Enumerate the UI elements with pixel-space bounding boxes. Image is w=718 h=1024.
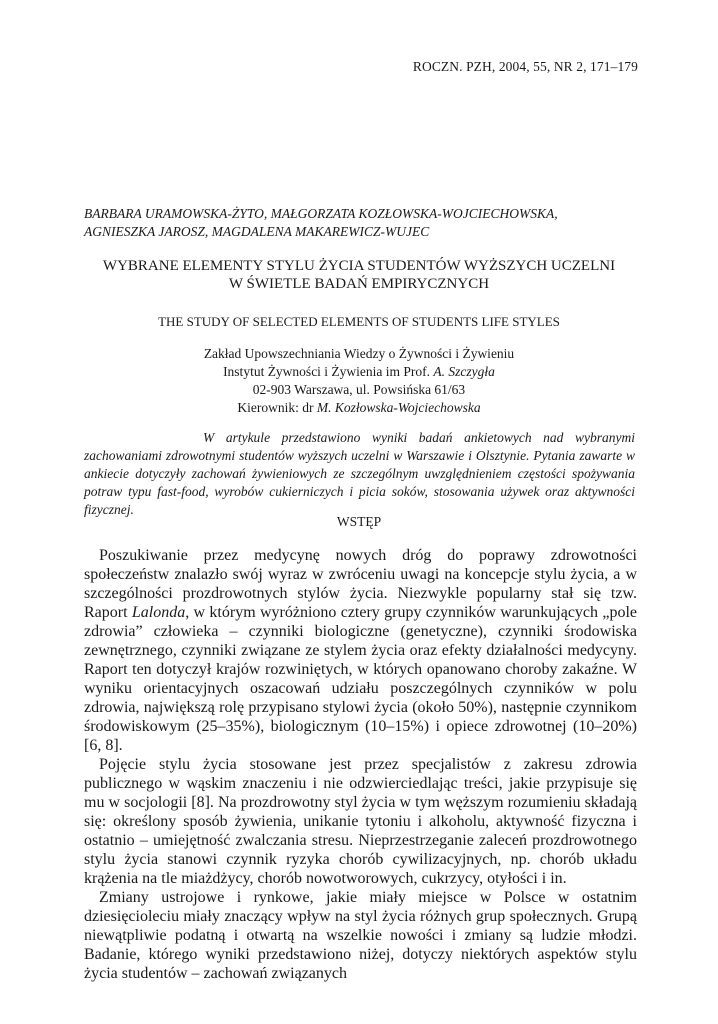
body-paragraph-2: Pojęcie stylu życia stosowane jest przez specjalistów z zakresu zdrowia publicznego w wąskim znaczeniu i nie odzwierciedlając treści, jakie przypisuje się mu w socjologii [8]. Na prozdrowotny styl życia w tym węższym rozumieniu składają się: określony sposób żywienia, unikanie tytoniu i alkoholu, aktywność fizyczna i ostatnio – umiejętność zwalczania stresu. Nieprzestrzeganie zaleceń prozdrowotnego stylu życia stanowi czynnik ryzyka chorób cywilizacyjnych, np. chorób układu krążenia na tle miażdżycy, chorób nowotworowych, cukrzycy, otyłości i in.: [84, 756, 637, 887]
paragraph-1-text-a: Poszukiwanie przez medycynę nowych dróg do poprawy zdrowotności społeczeństw znalazło swój wyraz w zwróceniu uwagi na koncepcje stylu życia, a w szczególności prozdrowotnych stylów życia. Niezwykle popularny stał się tzw. Raport: [84, 547, 637, 621]
affiliation-head-label: Kierownik: dr: [237, 400, 317, 415]
body-paragraph-1: [84, 546, 637, 755]
body-text: [84, 546, 637, 983]
author-line-2: AGNIESZKA JAROSZ, MAGDALENA MAKAREWICZ-WUJEC: [84, 224, 430, 239]
affiliation-institute: [70, 363, 648, 381]
author-list: [84, 205, 644, 241]
affiliation-institute-text: Instytut Żywności i Żywienia im Prof.: [223, 364, 434, 379]
body-paragraph-3: Zmiany ustrojowe i rynkowe, jakie miały miejsce w Polsce w ostatnim dziesięcioleciu miały znaczący wpływ na styl życia różnych grup społecznych. Grupą niewątpliwie podatną i otwartą na wszelkie nowości i zmiany są ludzie młodzi. Badanie, którego wyniki przedstawiono niżej, dotyczy niektórych aspektów stylu życia studentów – zachowań związanych: [84, 889, 637, 982]
paragraph-1-text-b: , w którym wyróżniono cztery grupy czynników warunkujących „pole zdrowia” człowieka – czynniki biologiczne (genetyczne), czynniki środowiska zewnętrznego, czynniki związane ze stylem życia oraz efekty działalności medycyny. Raport ten dotyczył krajów rozwiniętych, w których opanowano choroby zakaźne. W wyniku orientacyjnych oszacowań udziału poszczególnych czynników w polu zdrowia, największą rolę przypisano stylowi życia (około 50%), następnie czynnikom środowiskowym (25–35%), biologicznym (10–15%) i opiece zdrowotnej (10–20%) [6, 8].: [84, 604, 637, 754]
affiliation-head: [70, 399, 648, 417]
abstract: W artykule przedstawiono wyniki badań ankietowych nad wybranymi zachowaniami zdrowotnymi studentów wyższych uczelni w Warszawie i Olsztynie. Pytania zawarte w ankiecie dotyczyły zachowań żywieniowych ze szczególnym uwzględnieniem częstości spożywania potraw typu fast-food, wyrobów cukierniczych i picia soków, stosowania używek oraz aktywności fizycznej.: [84, 430, 635, 517]
paragraph-1-italic-term: Lalonda: [131, 604, 186, 621]
affiliation-block: [70, 345, 648, 417]
affiliation-address: 02-903 Warszawa, ul. Powsińska 61/63: [252, 382, 466, 397]
affiliation-department: Zakład Upowszechniania Wiedzy o Żywności i Żywieniu: [203, 346, 515, 361]
title-line-1: WYBRANE ELEMENTY STYLU ŻYCIA STUDENTÓW WYŻSZYCH UCZELNI: [102, 258, 616, 274]
affiliation-patron-name: A. Szczygła: [433, 364, 495, 379]
affiliation-head-name: M. Kozłowska-Wojciechowska: [316, 400, 481, 415]
journal-reference: ROCZN. PZH, 2004, 55, NR 2, 171–179: [412, 59, 638, 74]
section-heading: WSTĘP: [336, 514, 382, 529]
author-line-1: BARBARA URAMOWSKA-ŻYTO, MAŁGORZATA KOZŁOWSKA-WOJCIECHOWSKA,: [84, 206, 558, 221]
paper-title-english: THE STUDY OF SELECTED ELEMENTS OF STUDENTS LIFE STYLES: [158, 314, 560, 329]
title-line-2: W ŚWIETLE BADAŃ EMPIRYCZNYCH: [228, 276, 490, 292]
paper-title-polish: [70, 257, 648, 293]
